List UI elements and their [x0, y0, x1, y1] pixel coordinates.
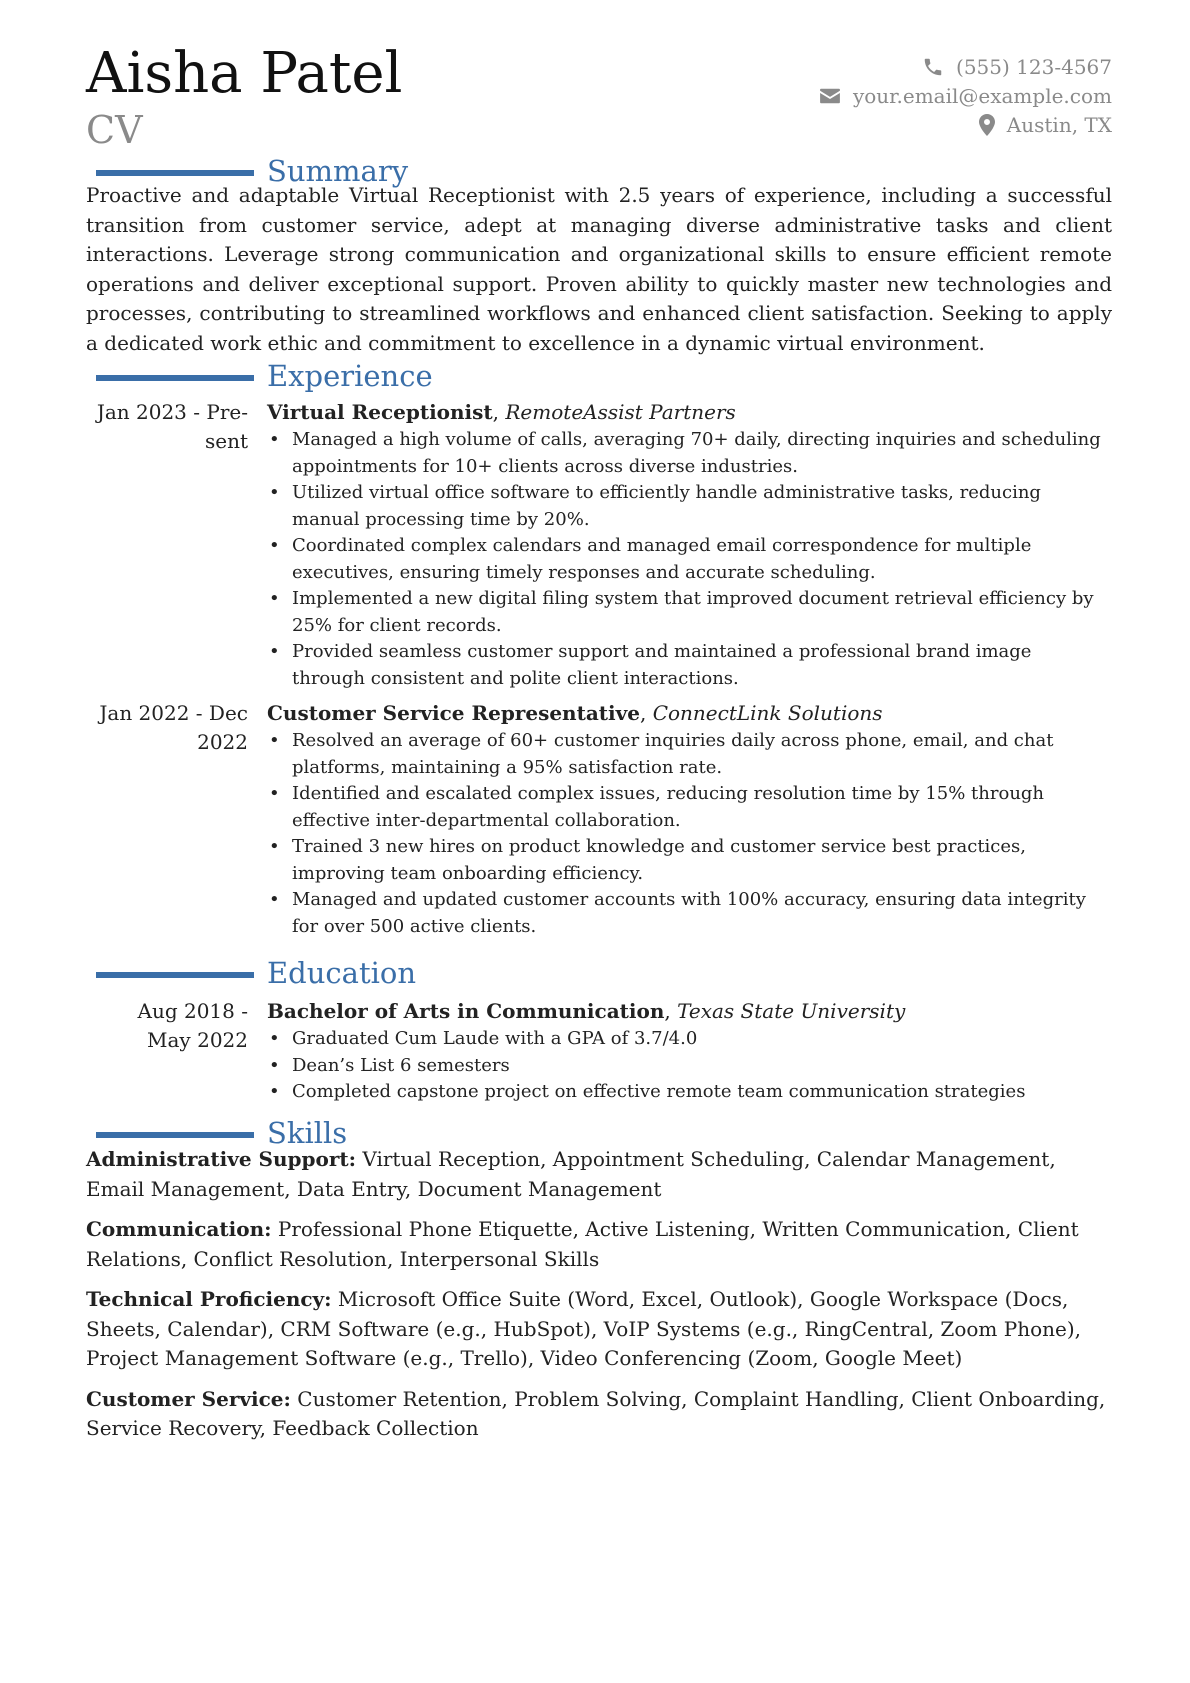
summary-section: [86, 155, 1112, 358]
entry-body: [267, 699, 1112, 940]
education-heading: [86, 957, 1112, 991]
bullet-item: • Identified and escalated complex issues, reducing resolution time by 15% through effective inter-departmental collaboration.: [267, 781, 1112, 834]
phone-text: (555) 123-4567: [956, 54, 1112, 79]
skill-items: Virtual Reception, Appointment Scheduling, Calendar Management, Email Management, Data Entry, Document Management: [86, 1147, 1056, 1201]
section-title: Experience: [267, 359, 433, 393]
section-title: Summary: [267, 154, 409, 188]
experience-heading: [86, 360, 1112, 394]
education-section: [86, 957, 1112, 1106]
bullet-item: • Provided seamless customer support and maintained a professional brand image through consistent and polite client interactions.: [267, 639, 1112, 692]
skill-label: Communication:: [86, 1217, 272, 1241]
entry-date-line: Jan 2022 - Dec: [99, 701, 248, 725]
bullet-item: • Utilized virtual office software to efficiently handle administrative tasks, reducing manual processing time by 20%.: [267, 480, 1112, 533]
entry-date: [86, 997, 267, 1106]
skills-section: [86, 1117, 1112, 1455]
entry-org: ConnectLink Solutions: [652, 701, 883, 725]
entry-body: [267, 997, 1112, 1106]
contact-phone: [819, 52, 1112, 81]
entry-date: [86, 398, 267, 692]
skill-group: [86, 1215, 1112, 1274]
map-marker-icon: [979, 114, 995, 136]
document-subtitle: CV: [86, 108, 143, 152]
bullet-item: • Resolved an average of 60+ customer inquiries daily across phone, email, and chat platforms, maintaining a 95% satisfaction rate.: [267, 728, 1112, 781]
section-bar: [96, 1132, 254, 1138]
entry-role: Customer Service Representative: [267, 701, 640, 725]
entry-date-line: Jan 2023 - Pre-: [96, 400, 248, 424]
bullet-item: • Completed capstone project on effective remote team communication strategies: [267, 1079, 1112, 1106]
bullet-item: • Dean’s List 6 semesters: [267, 1053, 1112, 1080]
entry-body: [267, 398, 1112, 692]
skill-items: Customer Retention, Problem Solving, Complaint Handling, Client Onboarding, Service Recovery, Feedback Collection: [86, 1386, 1106, 1440]
contact-email: [819, 81, 1112, 110]
skill-label: Administrative Support:: [86, 1147, 356, 1171]
experience-entry: [86, 699, 1112, 940]
bullet-item: • Managed a high volume of calls, averaging 70+ daily, directing inquiries and scheduling appointments for 10+ clients across diverse industries.: [267, 427, 1112, 480]
entry-org: RemoteAssist Partners: [505, 400, 736, 424]
entry-heading: Bachelor of Arts in Communication, Texas State University: [267, 999, 906, 1023]
skill-group: [86, 1385, 1112, 1444]
phone-icon: [922, 56, 944, 78]
entry-bullets: [267, 1026, 1112, 1106]
entry-bullets: [267, 427, 1112, 692]
envelope-icon: [819, 87, 841, 105]
contact-location: [819, 110, 1112, 139]
education-entry: [86, 997, 1112, 1106]
bullet-item: • Implemented a new digital filing system that improved document retrieval efficiency by 25% for client records.: [267, 586, 1112, 639]
entry-org: Texas State University: [677, 999, 906, 1023]
experience-section: [86, 360, 1112, 940]
bullet-item: • Managed and updated customer accounts with 100% accuracy, ensuring data integrity for over 500 active clients.: [267, 887, 1112, 940]
skill-group: [86, 1285, 1112, 1374]
skill-items: Microsoft Office Suite (Word, Excel, Outlook), Google Workspace (Docs, Sheets, Calendar), CRM Software (e.g., HubSpot), VoIP Systems (e.g., RingCentral, Zoom Phone), Project Management Software (e.g., Trello), Video Conferencing (Zoom, Google Meet): [86, 1287, 1081, 1370]
section-bar: [96, 375, 254, 381]
entry-date-line: 2022: [197, 730, 248, 754]
email-link[interactable]: your.email@example.com: [852, 83, 1112, 108]
entry-role: Virtual Receptionist: [267, 400, 493, 424]
bullet-item: • Graduated Cum Laude with a GPA of 3.7/4.0: [267, 1026, 1112, 1053]
skill-label: Technical Proficiency:: [86, 1287, 332, 1311]
section-bar: [96, 170, 254, 176]
skills-heading: [86, 1117, 1112, 1151]
experience-entry: [86, 398, 1112, 692]
entry-date-line: Aug 2018 -: [137, 999, 248, 1023]
skill-label: Customer Service:: [86, 1386, 291, 1411]
section-title: Education: [267, 956, 417, 990]
section-title: Skills: [267, 1116, 348, 1150]
candidate-name: Aisha Patel: [86, 41, 403, 106]
entry-date: [86, 699, 267, 940]
entry-heading: Virtual Receptionist, RemoteAssist Partners: [267, 400, 736, 424]
section-bar: [96, 972, 254, 978]
entry-bullets: [267, 728, 1112, 940]
location-text: Austin, TX: [1006, 112, 1112, 137]
entry-role: Bachelor of Arts in Communication: [267, 999, 665, 1023]
summary-text: Proactive and adaptable Virtual Receptionist with 2.5 years of experience, including a successful transition from customer service, adept at managing diverse administrative tasks and client interactions. Leverage strong communication and organizational skills to ensure efficient remote operations and deliver exceptional support. Proven ability to quickly master new technologies and processes, contributing to streamlined workflows and enhanced client satisfaction. Seeking to apply a dedicated work ethic and commitment to excellence in a dynamic virtual environment.: [86, 183, 1112, 355]
summary-heading: [86, 155, 1112, 189]
entry-date-line: sent: [204, 429, 248, 453]
contact-block: [819, 52, 1112, 139]
skills-list: [86, 1145, 1112, 1444]
entry-date-line: May 2022: [147, 1028, 248, 1052]
bullet-item: • Trained 3 new hires on product knowledge and customer service best practices, improving team onboarding efficiency.: [267, 834, 1112, 887]
bullet-item: • Coordinated complex calendars and managed email correspondence for multiple executives, ensuring timely responses and accurate scheduling.: [267, 533, 1112, 586]
skill-group: [86, 1145, 1112, 1204]
skill-items: Professional Phone Etiquette, Active Listening, Written Communication, Client Relations, Conflict Resolution, Interpersonal Skills: [86, 1217, 1079, 1271]
entry-heading: Customer Service Representative, ConnectLink Solutions: [267, 701, 883, 725]
